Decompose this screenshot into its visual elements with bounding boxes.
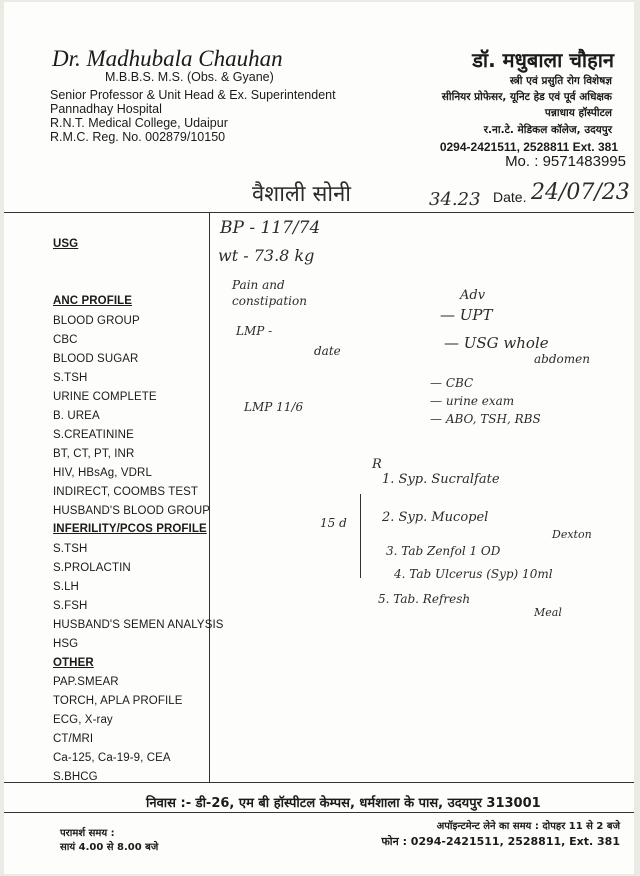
anc-profile-heading: ANC PROFILE <box>53 295 133 307</box>
advice-upt: — UPT <box>440 306 493 324</box>
advice-urine: — urine exam <box>430 394 515 408</box>
hospital-line: Pannadhay Hospital <box>50 102 162 116</box>
advice-cbc: — CBC <box>430 376 474 390</box>
other-item: PAP.SMEAR <box>53 676 119 688</box>
anc-item: URINE COMPLETE <box>53 391 157 403</box>
other-item: TORCH, APLA PROFILE <box>53 695 183 707</box>
bp-note: BP - 117/74 <box>220 218 321 238</box>
anc-item: BLOOD SUGAR <box>53 353 139 365</box>
doctor-name-hindi: डॉ. मधुबाला चौहान <box>472 48 614 72</box>
lmp-date-note: date <box>314 344 341 358</box>
mobile-number: Mo. : 9571483995 <box>505 153 626 170</box>
header-divider <box>4 212 634 213</box>
complaint-line-1: Pain and <box>232 278 285 292</box>
anc-item: BT, CT, PT, INR <box>53 448 135 460</box>
date-value: 24/07/23 <box>531 180 630 205</box>
medicine-2-detail: Dexton <box>552 528 592 541</box>
medicine-5: 5. Tab. Refresh <box>378 592 471 606</box>
anc-item: HIV, HBsAg, VDRL <box>53 467 152 479</box>
rx-symbol: R <box>372 457 382 472</box>
doctor-degree: M.B.B.S. M.S. (Obs. & Gyane) <box>105 70 274 84</box>
lmp-note: LMP - <box>236 324 273 338</box>
medicine-4: 4. Tab Ulcerus (Syp) 10ml <box>394 567 553 581</box>
advice-tests: — ABO, TSH, RBS <box>430 412 541 426</box>
duration-note: 15 d <box>320 516 347 530</box>
patient-name: वैशाली सोनी <box>252 182 351 207</box>
other-item: CT/MRI <box>53 733 94 745</box>
infertility-heading: INFERILITY/PCOS PROFILE <box>53 523 207 535</box>
hospital-hindi: पन्नाधाय हॉस्पीटल <box>544 107 612 119</box>
doctor-title-line: Senior Professor & Unit Head & Ex. Superintendent <box>50 88 336 102</box>
medicine-3: 3. Tab Zenfol 1 OD <box>386 544 501 558</box>
infertility-item: S.PROLACTIN <box>53 562 131 574</box>
advice-label: Adv <box>460 288 486 303</box>
bracket-line <box>360 494 361 578</box>
date-label: Date. <box>493 189 527 205</box>
consult-time: सायं 4.00 से 8.00 बजे <box>60 842 159 853</box>
anc-item: HUSBAND'S BLOOD GROUP <box>53 505 211 517</box>
infertility-item: HSG <box>53 638 79 650</box>
college-hindi: र.ना.टे. मेडिकल कॉलेज, उदयपुर <box>483 124 612 136</box>
anc-item: B. UREA <box>53 410 100 422</box>
consult-label: परामर्श समय : <box>60 828 115 839</box>
specialty-hindi: स्त्री एवं प्रसुति रोग विशेषज्ञ <box>509 75 612 87</box>
advice-usg-abdomen: abdomen <box>534 352 590 366</box>
anc-item: INDIRECT, COOMBS TEST <box>53 486 199 498</box>
other-item: ECG, X-ray <box>53 714 113 726</box>
medicine-5-detail: Meal <box>534 606 562 619</box>
doctor-name-english: Dr. Madhubala Chauhan <box>52 46 283 71</box>
college-line: R.N.T. Medical College, Udaipur <box>50 116 228 130</box>
appointment-time: अपॉइन्टमेन्ट लेने का समय : दोपहर 11 से 2 बजे <box>436 821 620 832</box>
lmp-value-note: LMP 11/6 <box>244 400 304 414</box>
anc-item: BLOOD GROUP <box>53 315 140 327</box>
footer-phone: फोन : 0294-2421511, 2528811, Ext. 381 <box>381 835 620 848</box>
footer-divider-bottom <box>4 812 634 813</box>
weight-note: wt - 73.8 kg <box>218 246 315 265</box>
usg-heading: USG <box>53 238 79 250</box>
other-item: S.BHCG <box>53 771 98 783</box>
advice-usg: — USG whole <box>444 334 549 352</box>
prescription-paper <box>4 2 634 874</box>
other-item: Ca-125, Ca-19-9, CEA <box>53 752 171 764</box>
residence-address: निवास :- डी-26, एम बी हॉस्पीटल केम्पस, धर्मशाला के पास, उदयपुर 313001 <box>146 796 541 811</box>
designation-hindi: सीनियर प्रोफेसर, यूनिट हेड एवं पूर्व अधिक्षक <box>441 91 612 103</box>
medicine-1: 1. Syp. Sucralfate <box>382 472 500 487</box>
column-divider <box>209 212 210 782</box>
anc-item: S.CREATININE <box>53 429 134 441</box>
anc-item: S.TSH <box>53 372 88 384</box>
anc-item: CBC <box>53 334 78 346</box>
header-phone: 0294-2421511, 2528811 Ext. 381 <box>439 140 618 154</box>
complaint-line-2: constipation <box>232 294 307 308</box>
infertility-item: HUSBAND'S SEMEN ANALYSIS <box>53 619 224 631</box>
medicine-2: 2. Syp. Mucopel <box>382 510 489 525</box>
infertility-item: S.TSH <box>53 543 88 555</box>
footer-divider-top <box>4 782 634 783</box>
other-heading: OTHER <box>53 657 94 669</box>
infertility-item: S.FSH <box>53 600 88 612</box>
reg-number: R.M.C. Reg. No. 002879/10150 <box>50 130 226 144</box>
infertility-item: S.LH <box>53 581 79 593</box>
patient-age: 34.23 <box>429 189 481 210</box>
